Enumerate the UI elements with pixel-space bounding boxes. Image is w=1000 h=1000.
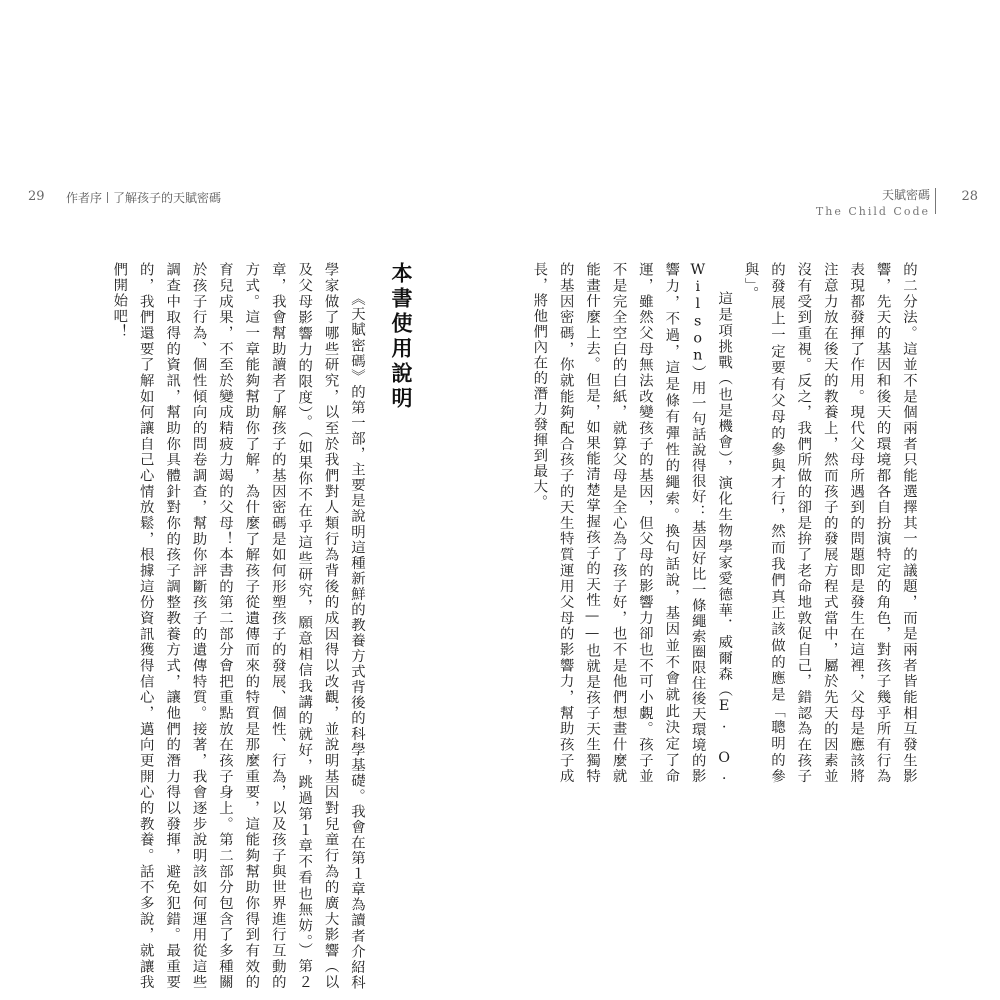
header-separator xyxy=(935,188,936,214)
right-header-title: 天賦密碼 xyxy=(881,188,930,202)
right-page-body xyxy=(531,262,922,784)
left-page-body xyxy=(60,262,370,990)
right-header-subtitle: The Child Code xyxy=(815,205,930,218)
body-paragraph: 的二分法。這並不是個兩者只能選擇其一的議題，而是兩者皆能相互發生影響，先天的基因和後天的環境都各自扮演特定的角色，對孩子幾乎所有行為表現都發揮了作用。現代父母所遇到的問題即是發生在這裡，父母是應該將注意力放在後天的教養上，然而孩子的發展方程式當中，屬於先天的因素並沒有受到重視。反之，我們所做的卻是拚了老命地敦促自己，錯認為在孩子的發展上一定要有父母的參與才行，然而我們真正該做的應是「聰明的參與」。 xyxy=(742,262,917,784)
left-page-number: 29 xyxy=(28,189,45,204)
left-header-title: 了解孩子的天賦密碼 xyxy=(113,191,222,205)
right-page-number: 28 xyxy=(961,189,978,204)
body-paragraph: 《天賦密碼》的第一部，主要是說明這種新鮮的教養方式背後的科學基礎。我會在第１章為讀者介紹科學家做了哪些研究，以至於我們對人類行為背後的成因得以改觀，並說明基因對兒童行為的廣大影響（以及父母影響力的限度）。（如果你不在乎這些研究，願意相信我講的就好，跳過第１章不看也無妨。）第２章，我會幫助讀者了解孩子的基因密碼是如何形塑孩子的發展、個性、行為，以及孩子與世界進行互動的方式。這一章能夠幫助你了解，為什麼了解孩子從遺傳而來的特質是那麼重要，這能夠幫助你得到有效的育兒成果，不至於變成精疲力竭的父母！本書的第二部分會把重點放在孩子身上。第二部分包含了多種關於孩子行為、個性傾向的問卷調查，幫助你評斷孩子的遺傳特質。接著，我會逐步說明該如何運用從這些調查中取得的資訊，幫助你具體針對你的孩子調整教養方式，讓他們的潛力得以發揮，避免犯錯。最重要的，我們還要了解如何讓自己心情放鬆，根據這份資訊獲得信心，邁向更開心的教養。話不多說，就讓我們開始吧！ xyxy=(111,262,365,990)
body-paragraph: 這是項挑戰（也是機會），演化生物學家愛德華．威爾森（E. O. Wilson）用一句話說得很好：基因好比一條繩索圈限住後天環境的影響力，不過，這是條有彈性的繩索。換句話說，基因並不會就此決定了命運，雖然父母無法改變孩子的基因，但父母的影響力卻也不可小覷。孩子並不是完全空白的白紙，就算父母是全心為了孩子好，也不是他們想畫什麼就能畫什麼上去。但是，如果能清楚掌握孩子的天性——也就是孩子天生獨特的基因密碼，你就能夠配合孩子的天生特質運用父母的影響力，幫助孩子成長，將他們內在的潛力發揮到最大。 xyxy=(531,262,733,784)
section-title: 本書使用說明 xyxy=(389,262,413,412)
left-header-label: 作者序 xyxy=(66,191,103,205)
right-running-header xyxy=(816,186,930,218)
left-running-header xyxy=(66,189,221,206)
header-separator xyxy=(107,192,108,203)
